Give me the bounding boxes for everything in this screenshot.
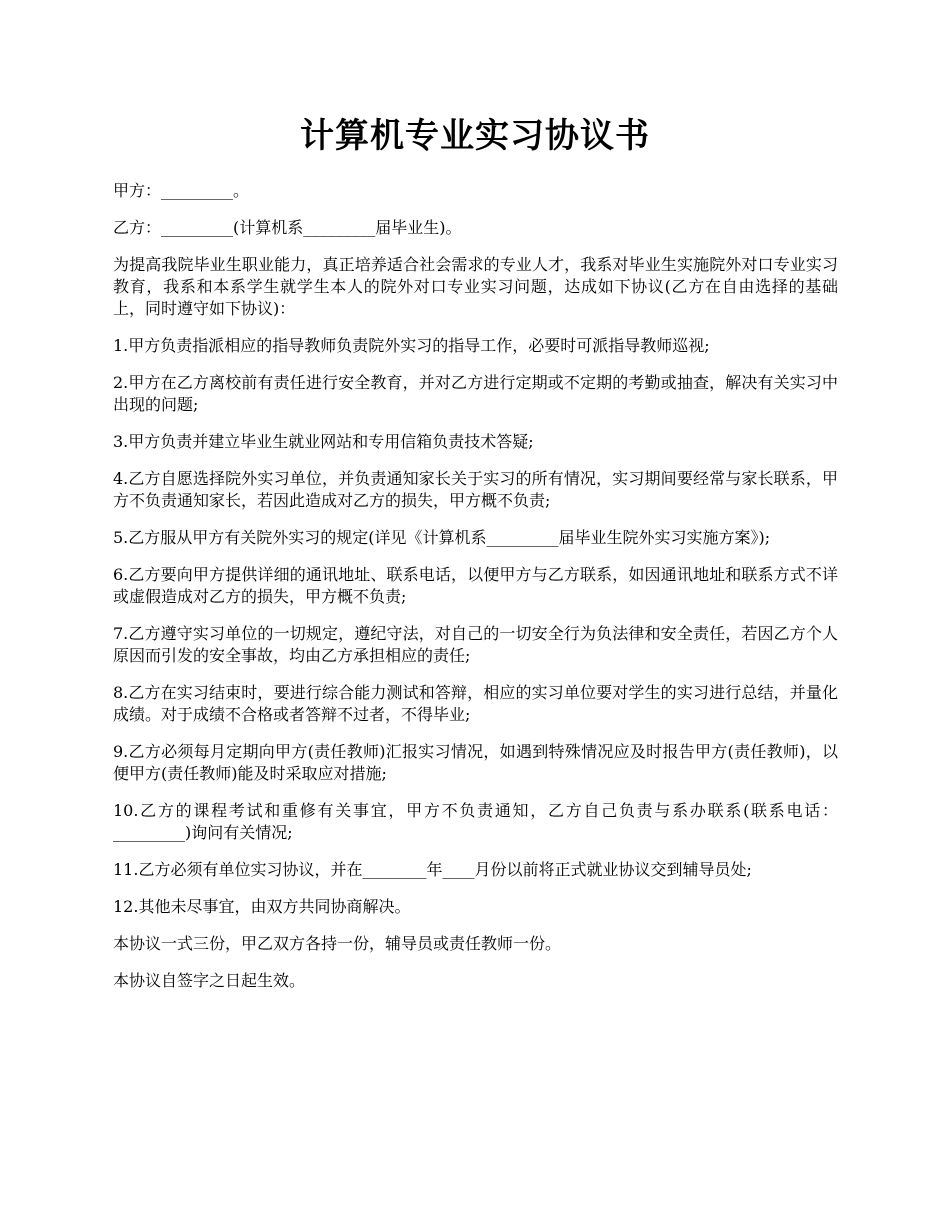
clause-9: 9.乙方必须每月定期向甲方(责任教师)汇报实习情况，如遇到特殊情况应及时报告甲方(责任教师)，以便甲方(责任教师)能及时采取应对措施; <box>113 742 838 783</box>
clause-2: 2.甲方在乙方离校前有责任进行安全教育，并对乙方进行定期或不定期的考勤或抽查，解决有关实习中出现的问题; <box>113 373 838 414</box>
clause-8: 8.乙方在实习结束时，要进行综合能力测试和答辩，相应的实习单位要对学生的实习进行总结，并量化成绩。对于成绩不合格或者答辩不过者，不得毕业; <box>113 683 838 724</box>
effective-note: 本协议自签字之日起生效。 <box>113 971 306 990</box>
party-a-line: 甲方：_________。 <box>113 181 250 200</box>
copies-note: 本协议一式三份，甲乙双方各持一份，辅导员或责任教师一份。 <box>113 934 562 953</box>
clause-12: 12.其他未尽事宜，由双方共同协商解决。 <box>113 897 411 916</box>
clause-6: 6.乙方要向甲方提供详细的通讯地址、联系电话，以便甲方与乙方联系，如因通讯地址和联系方式不详或虚假造成对乙方的损失，甲方概不负责; <box>113 565 838 606</box>
clause-5: 5.乙方服从甲方有关院外实习的规定(详见《计算机系_________届毕业生院外实习实施方案》); <box>113 528 771 547</box>
clause-4: 4.乙方自愿选择院外实习单位，并负责通知家长关于实习的所有情况，实习期间要经常与家长联系，甲方不负责通知家长，若因此造成对乙方的损失，甲方概不负责; <box>113 469 838 510</box>
clause-1: 1.甲方负责指派相应的指导教师负责院外实习的指导工作，必要时可派指导教师巡视; <box>113 336 710 355</box>
clause-11: 11.乙方必须有单位实习协议，并在________年____月份以前将正式就业协议交到辅导员处; <box>113 860 752 879</box>
clause-7: 7.乙方遵守实习单位的一切规定，遵纪守法，对自己的一切安全行为负法律和安全责任，若因乙方个人原因而引发的安全事故，均由乙方承担相应的责任; <box>113 624 838 665</box>
document-body <box>113 180 838 1007</box>
clause-3: 3.甲方负责并建立毕业生就业网站和专用信箱负责技术答疑; <box>113 432 534 451</box>
clause-10: 10.乙方的课程考试和重修有关事宜，甲方不负责通知，乙方自己负责与系办联系(联系电话：_________)询问有关情况; <box>113 801 838 842</box>
party-b-line: 乙方：_________(计算机系_________届毕业生)。 <box>113 218 462 237</box>
intro-paragraph: 为提高我院毕业生职业能力，真正培养适合社会需求的专业人才，我系对毕业生实施院外对口专业实习教育，我系和本系学生就学生本人的院外对口专业实习问题，达成如下协议(乙方在自由选择的基础上，同时遵守如下协议)： <box>113 255 838 318</box>
document-title: 计算机专业实习协议书 <box>300 116 650 156</box>
